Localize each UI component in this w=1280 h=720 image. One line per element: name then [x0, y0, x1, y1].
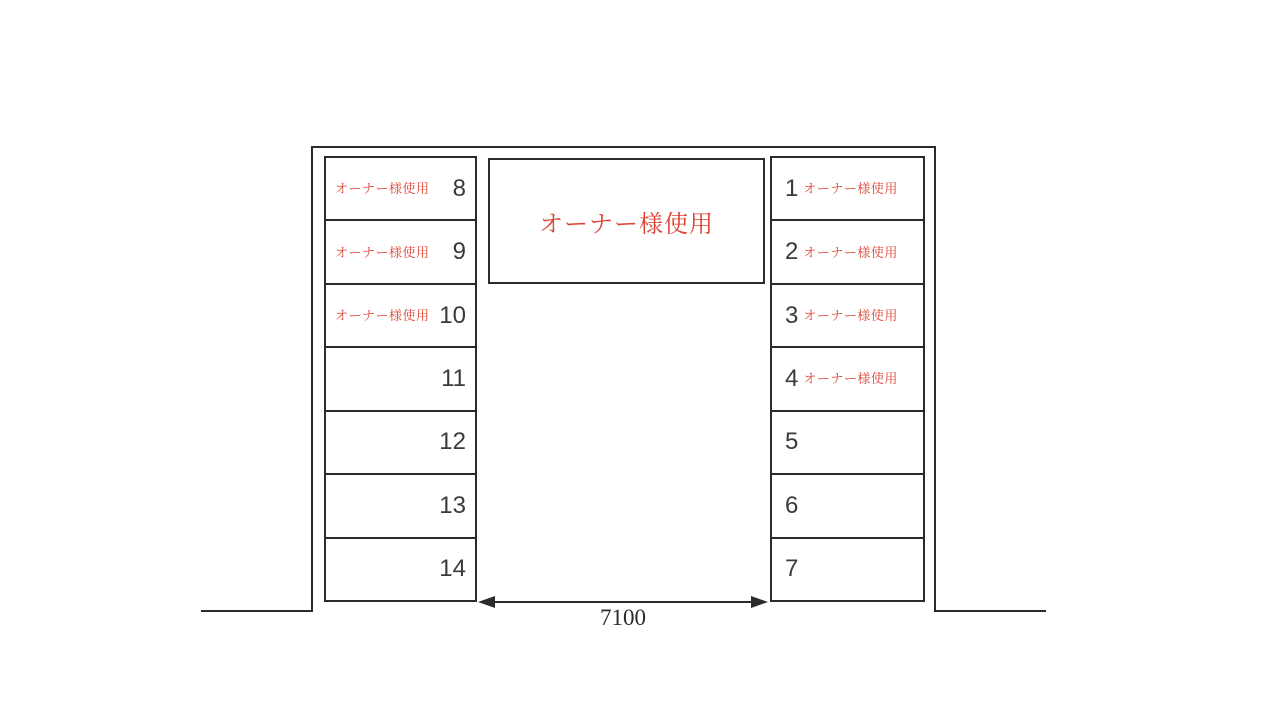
parking-space-1	[772, 158, 923, 221]
parking-space-11	[326, 348, 475, 411]
parking-space-5	[772, 412, 923, 475]
owner-use-label: オーナー様使用	[803, 244, 898, 260]
space-number: 12	[439, 428, 466, 456]
ground-line-right	[934, 610, 1046, 612]
space-number: 2	[785, 238, 799, 266]
owner-use-label: オーナー様使用	[803, 181, 898, 197]
parking-space-12	[326, 412, 475, 475]
parking-space-14	[326, 539, 475, 600]
parking-space-13	[326, 475, 475, 538]
owner-use-label: オーナー様使用	[335, 308, 430, 324]
parking-space-9	[326, 221, 475, 284]
parking-space-4	[772, 348, 923, 411]
space-number: 9	[452, 238, 466, 266]
space-number: 1	[785, 174, 799, 202]
parking-space-8	[326, 158, 475, 221]
owner-use-area-box	[488, 158, 765, 284]
parking-space-6	[772, 475, 923, 538]
space-number: 8	[452, 174, 466, 202]
parking-space-7	[772, 539, 923, 600]
ground-line-left	[201, 610, 313, 612]
dimension-line	[490, 601, 756, 603]
space-number: 4	[785, 364, 799, 392]
space-number: 5	[785, 428, 799, 456]
width-dimension-value: 7100	[600, 605, 646, 630]
owner-use-label: オーナー様使用	[335, 244, 430, 260]
space-number: 11	[441, 364, 466, 392]
parking-column-left	[324, 156, 477, 602]
owner-use-label: オーナー様使用	[803, 308, 898, 324]
space-number: 7	[785, 555, 799, 583]
space-number: 3	[785, 301, 799, 329]
space-number: 13	[439, 491, 466, 519]
parking-space-3	[772, 285, 923, 348]
owner-use-label: オーナー様使用	[335, 181, 430, 197]
owner-use-area-label: オーナー様使用	[539, 210, 714, 238]
space-number: 6	[785, 491, 799, 519]
space-number: 10	[439, 301, 466, 329]
parking-space-2	[772, 221, 923, 284]
space-number: 14	[439, 555, 466, 583]
parking-space-10	[326, 285, 475, 348]
parking-column-right	[770, 156, 925, 602]
owner-use-label: オーナー様使用	[803, 371, 898, 387]
